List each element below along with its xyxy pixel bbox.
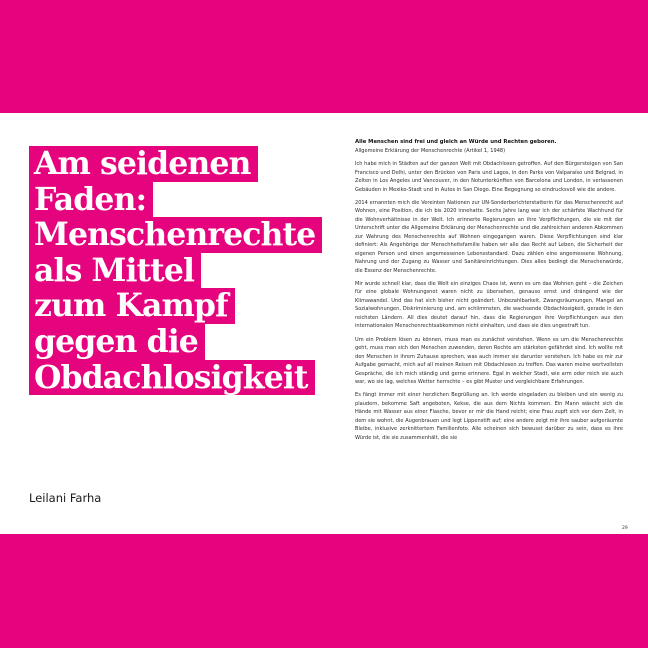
chapter-title <box>29 146 359 395</box>
epigraph-source: Allgemeine Erklärung der Menschenrechte (Artikel 1, 1948) <box>355 147 506 154</box>
paragraph-2: 2014 ernannten mich die Vereinten Nationen zur UN-Sonderberichterstatterin für das Menschenrecht auf Wohnen, eine Position, die ich bis 2020 innehatte. Sechs Jahre lang war ich der schärfste Wachhund für die Wohnverhältnisse in der Welt. Ich erinnerte Regierungen an ihre Verpflichtungen, die sie mit der Unterschrift unter die Allgemeine Erklärung der Menschenrechte und die zahlreichen anderen Abkommen zur Wahrung des Menschenrechts auf Wohnen eingegangen waren. Diese Verpflichtungen sind klar definiert: Als Angehörige der Menschheitsfamilie haben wir alle das Recht auf Leben, die Sicherheit der eigenen Person und einen angemessenen Lebensstandard. Dazu zählen eine angemessene Wohnung, Nahrung und der Zugang zu Wasser und Sanitäreinrichtungen. Dies alles bedingt die Menschenwürde, die Essenz der Menschenrechte. <box>355 199 623 274</box>
title-line-3: Menschenrechte <box>29 217 322 253</box>
title-line-2: Faden: <box>29 182 153 218</box>
book-spread <box>0 113 648 534</box>
paragraph-5: Es fängt immer mit einer herzlichen Begrüßung an. Ich werde eingeladen zu bleiben und ein wenig zu plaudern, bekomme Saft angeboten, Kekse, die aus dem Nichts kommen. Ein Mann wäscht sich die Hände mit Wasser aus einer Flasche, bevor er mir die Hand reicht; eine Frau zupft sich vor dem Zelt, in dem sie wohnt, die Augenbrauen und legt Lippenstift auf; eine andere zeigt mir ihre sauber aufgeräumte Bleibe, inklusive zerknittertem Familienfoto. Alle scheinen sich bewusst darüber zu sein, dass es ihre Würde ist, die sie zusammenhält, die sie <box>355 392 623 441</box>
epigraph <box>355 138 623 155</box>
title-line-5: zum Kampf <box>29 288 235 324</box>
author-name: Leilani Farha <box>29 491 102 505</box>
title-line-6: gegen die <box>29 324 205 360</box>
paragraph-3: Mir wurde schnell klar, dass die Welt ein einziges Chaos ist, wenn es um das Wohnen geht – die Zeichen für eine globale Wohnungsnot waren nicht zu übersehen, genauso ernst und drängend wie der Klimawandel. Und das hat sich bisher nicht geändert. Unbezahlbarkeit, Zwangsräumungen, Mangel an Sozialwohnungen, Diskriminierung und, am schlimmsten, die wachsende Obdachlosigkeit, gerade in den reichsten Ländern. All dies deutet darauf hin, dass die Regierungen ihre Verpflichtungen aus den internationalen Menschenrechtsabkommen nicht einhalten, und dass sie dies ungestraft tun. <box>355 280 623 330</box>
body-text-column <box>355 138 623 447</box>
epigraph-quote: Alle Menschen sind frei und gleich an Würde und Rechten geboren. <box>355 139 557 145</box>
paragraph-4: Um ein Problem lösen zu können, muss man es zunächst verstehen. Wenn es um die Menschenrechte geht, muss man sich den Menschen zuwenden, deren Rechte am stärksten gefährdet sind. Ich wollte mit den Menschen in ihrem Zuhause sprechen, was auch immer sie darunter verstehen. Ich habe es mir zur Aufgabe gemacht, mich auf all meinen Reisen mit Obdachlosen zu treffen. Das waren meine wertvollsten Gespräche, die ich mich ständig und gerne erinnere. Egal in welcher Stadt, wie arm oder reich sie auch war, wo sie lag, welches Wetter herrschte – es gibt Muster und vergleichbare Erfahrungen. <box>355 336 623 386</box>
title-line-7: Obdachlosigkeit <box>29 360 315 396</box>
paragraph-1: Ich habe mich in Städten auf der ganzen Welt mit Obdachlosen getroffen. Auf den Bürgersteigen von San Francisco und Delhi, unter den Brücken von Paris und Lagos, in den Parks von Valparaíso und Belgrad, in Zelten in Los Angeles und Vancouver, in den Notunterkünften von Barcelona und London, in verlassenen Gebäuden in Mexiko-Stadt und in Autos in San Diego. Eine Begegnung so eindrucksvoll wie die andere. <box>355 161 623 193</box>
title-line-1: Am seidenen <box>29 146 258 182</box>
page-number: 29 <box>622 526 628 531</box>
title-line-4: als Mittel <box>29 253 201 289</box>
